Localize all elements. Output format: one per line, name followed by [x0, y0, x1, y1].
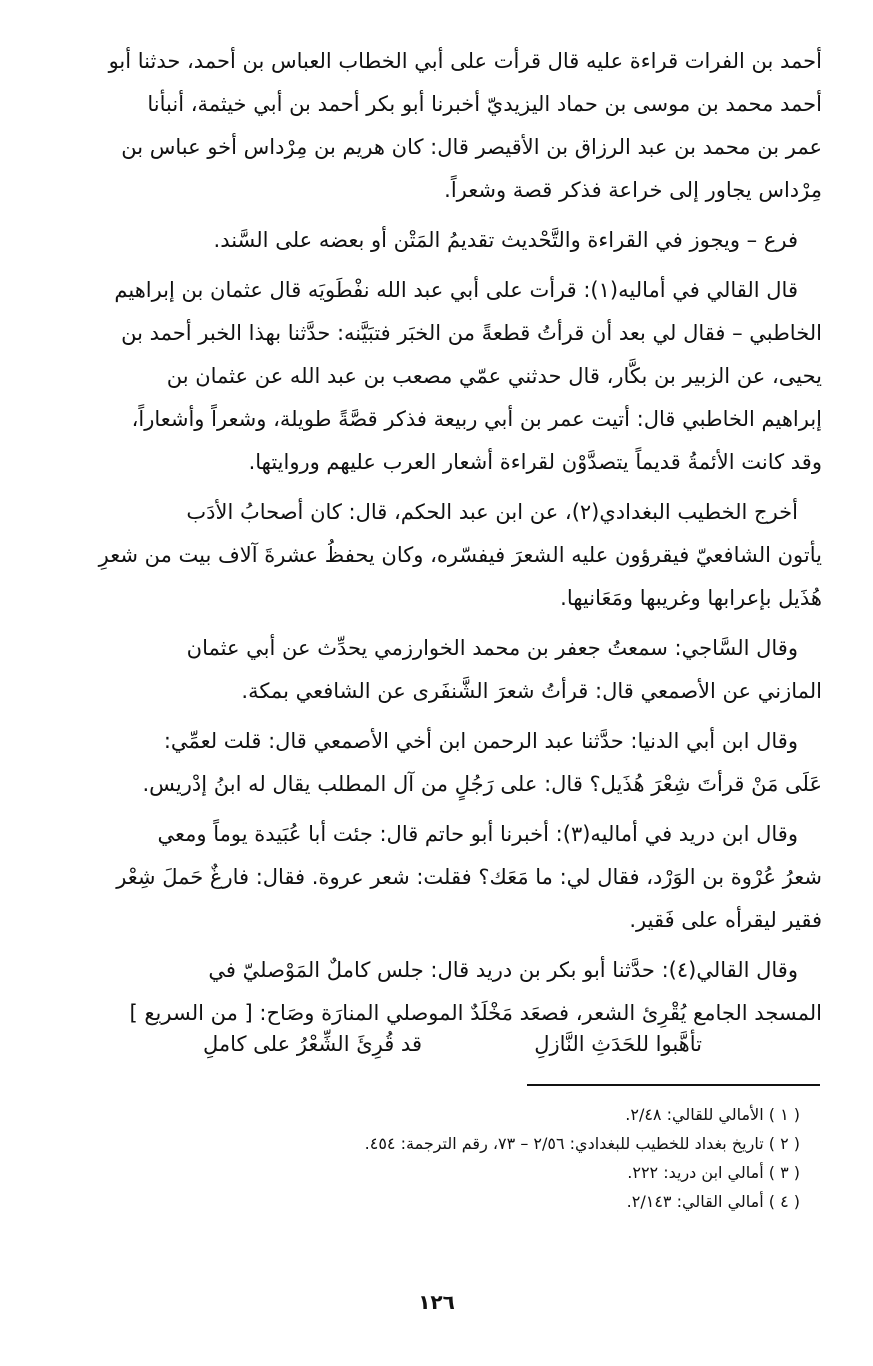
footnotes	[52, 1100, 822, 1216]
text-line: عَلَى مَنْ قرأتَ شِعْرَ هُذَيل؟ قال: على رَجُلٍ من آل المطلب يقال له ابنُ إدْريس.	[142, 772, 822, 796]
verse-hemistich-first: تأهَّبوا للحَدَثِ النَّازلِ	[534, 1032, 702, 1056]
text-line: هُذَيل بإعرابها وغريبها ومَعَانيها.	[560, 586, 822, 610]
footnote-2: ( ٢ ) تاريخ بغداد للخطيب للبغدادي: ٢/٥٦ – ٧٣، رقم الترجمة: ٤٥٤.	[364, 1134, 800, 1153]
text-line: وقال القالي(٤): حدَّثنا أبو بكر بن دريد قال: جلس كاملٌ المَوْصليّ في	[208, 958, 798, 982]
paragraph-7	[52, 813, 822, 942]
text-line: شعرُ عُرْوة بن الوَرْد، فقال لي: ما مَعَك؟ فقلت: شعر عروة. فقال: فارغٌ حَملَ شِعْر	[116, 865, 822, 889]
footnote-1: ( ١ ) الأمالي للقالي: ٢/٤٨.	[625, 1105, 800, 1124]
footnote-4: ( ٤ ) أمالي القالي: ٢/١٤٣.	[626, 1192, 800, 1211]
page-number: ١٢٦	[418, 1290, 455, 1314]
text-line: أحمد بن الفرات قراءة عليه قال قرأت على أبي الخطاب العباس بن أحمد، حدثنا أبو	[108, 49, 822, 73]
text-line: يحيى، عن الزبير بن بكَّار، قال حدثني عمّي مصعب بن عبد الله عن عثمان بن	[166, 364, 822, 388]
text-line: عمر بن محمد بن عبد الرزاق بن الأقيصر قال: كان هريم بن مِرْداس أخو عباس بن	[121, 135, 822, 159]
text-line: وقال ابن أبي الدنيا: حدَّثنا عبد الرحمن ابن أخي الأصمعي قال: قلت لعمِّي:	[163, 729, 798, 753]
main-text	[52, 40, 822, 1042]
text-line: فقير ليقرأه على فَقير.	[629, 908, 822, 932]
paragraph-6	[52, 720, 822, 806]
text-line: وقال ابن دريد في أماليه(٣): أخبرنا أبو حاتم قال: جئت أبا عُبَيدة يوماً ومعي	[157, 822, 798, 846]
paragraph-3	[52, 269, 822, 484]
paragraph-8	[52, 949, 822, 1035]
text-line: مِرْداس يجاور إلى خراعة فذكر قصة وشعراً.	[444, 178, 822, 202]
text-line: يأتون الشافعيّ فيقرؤون عليه الشعرَ فيفسّره، وكان يحفظُ عشرةَ آلاف بيت من شعرِ	[98, 543, 822, 567]
verse-hemistich-second: قد قُرِئَ الشِّعْرُ على كاملِ	[202, 1032, 422, 1056]
poetry-verse	[52, 1024, 822, 1064]
text-line: إبراهيم الخاطبي قال: أتيت عمر بن أبي ربيعة فذكر قصَّةً طويلة، وشعراً وأشعاراً،	[131, 407, 822, 431]
text-line: أخرج الخطيب البغدادي(٢)، عن ابن عبد الحكم، قال: كان أصحابُ الأدَب	[186, 500, 798, 524]
text-line: المسجد الجامع يُقْرِئ الشعر، فصعَد مَخْلَدٌ الموصلي المنارَة وصَاح: [ من السريع ]	[129, 1001, 822, 1025]
text-line: وقال السَّاجي: سمعتُ جعفر بن محمد الخوارزمي يحدِّث عن أبي عثمان	[186, 636, 798, 660]
text-line: المازني عن الأصمعي قال: قرأتُ شعرَ الشَّنفَرى عن الشافعي بمكة.	[241, 679, 822, 703]
text-line: أحمد محمد بن موسى بن حماد اليزيديّ أخبرنا أبو بكر أحمد بن أبي خيثمة، أنبأنا	[147, 92, 822, 116]
text-line: فرع – ويجوز في القراءة والتَّحْديث تقديمُ المَتْن أو بعضه على السَّند.	[213, 228, 798, 252]
paragraph-1	[52, 40, 822, 212]
footnote-separator	[527, 1084, 820, 1086]
text-line: قال القالي في أماليه(١): قرأت على أبي عبد الله نفْطَويَه قال عثمان بن إبراهيم	[114, 278, 798, 302]
text-line: الخاطبي – فقال لي بعد أن قرأتُ قطعةً من الخبَر فتبَيَّنه: حدَّثنا بهذا الخبر أحمد بن	[121, 321, 822, 345]
footnote-3: ( ٣ ) أمالي ابن دريد: ٢٢٢.	[627, 1163, 800, 1182]
paragraph-2	[52, 219, 822, 262]
paragraph-4	[52, 491, 822, 620]
paragraph-5	[52, 627, 822, 713]
text-line: وقد كانت الأئمةُ قديماً يتصدَّوْن لقراءة أشعار العرب عليهم وروايتها.	[248, 450, 822, 474]
